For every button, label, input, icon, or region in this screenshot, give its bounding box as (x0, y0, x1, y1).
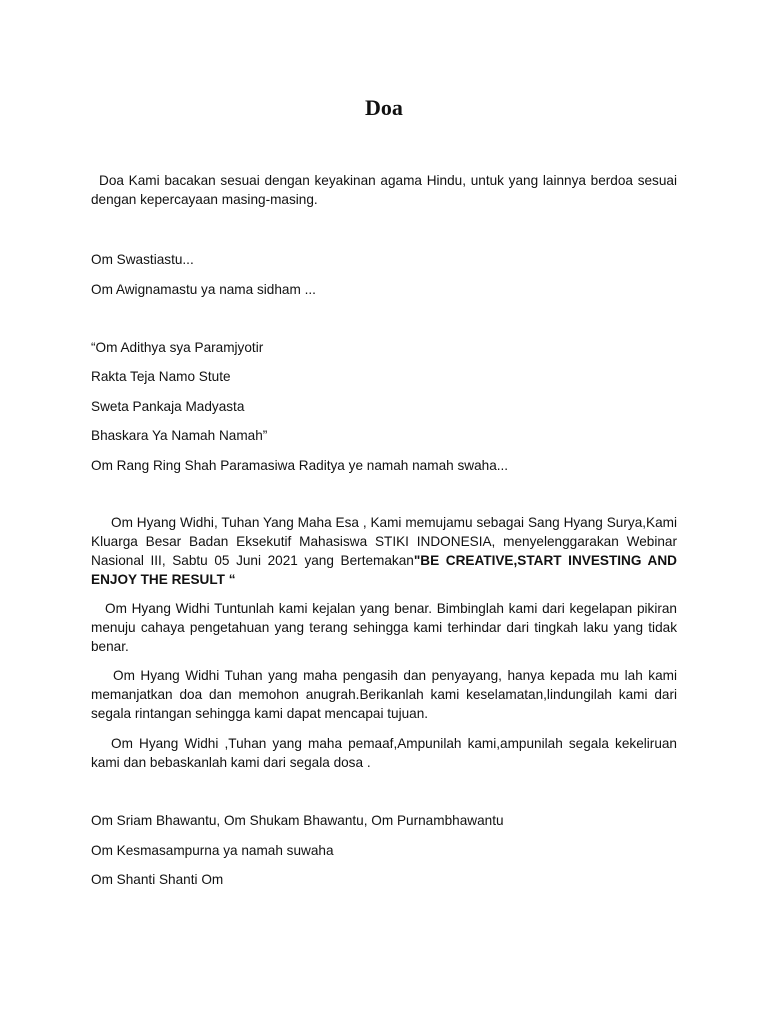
webinar-theme: "BE CREATIVE,START INVESTING AND ENJOY THE RESULT “ (91, 553, 677, 587)
prayer-paragraph-2: Om Hyang Widhi Tuntunlah kami kejalan yang benar. Bimbinglah kami dari kegelapan pikiran menuju cahaya pengetahuan yang terang sehingga kami terhindar dari tingkah laku yang tidak benar. (91, 601, 677, 654)
mantra-line: Rakta Teja Namo Stute (91, 369, 231, 384)
closing-line: Om Sriam Bhawantu, Om Shukam Bhawantu, Om Purnambhawantu (91, 813, 504, 828)
mantra-line: Sweta Pankaja Madyasta (91, 399, 245, 414)
document-title: Doa (365, 95, 403, 120)
opening-line: Om Swastiastu... (91, 252, 194, 267)
closing-line: Om Shanti Shanti Om (91, 872, 224, 887)
mantra-line: Bhaskara Ya Namah Namah” (91, 428, 268, 443)
prayer-paragraph-3: Om Hyang Widhi Tuhan yang maha pengasih dan penyayang, hanya kepada mu lah kami memanjatkan doa dan memohon anugrah.Berikanlah kami keselamatan,lindungilah kami dari segala rintangan sehingga kami dapat mencapai tujuan. (91, 668, 677, 721)
prayer-paragraph-1 (91, 513, 677, 589)
prayer-1-text: Om Hyang Widhi, Tuhan Yang Maha Esa , Kami memujamu sebagai Sang Hyang Surya,Kami Kluarga Besar Badan Eksekutif Mahasiswa STIKI INDONESIA, menyelenggarakan Webinar Nasional III, Sabtu 05 Juni 2021 yang Bertemakan (91, 515, 677, 568)
prayer-paragraph-4: Om Hyang Widhi ,Tuhan yang maha pemaaf,Ampunilah kami,ampunilah segala kekeliruan kami dan bebaskanlah kami dari segala dosa . (91, 736, 677, 770)
mantra-line: “Om Adithya sya Paramjyotir (91, 340, 264, 355)
closing-line: Om Kesmasampurna ya namah suwaha (91, 843, 334, 858)
intro-paragraph: Doa Kami bacakan sesuai dengan keyakinan agama Hindu, untuk yang lainnya berdoa sesuai dengan kepercayaan masing-masing. (91, 173, 677, 207)
opening-line: Om Awignamastu ya nama sidham ... (91, 282, 316, 297)
mantra-line: Om Rang Ring Shah Paramasiwa Raditya ye namah namah swaha... (91, 458, 509, 473)
